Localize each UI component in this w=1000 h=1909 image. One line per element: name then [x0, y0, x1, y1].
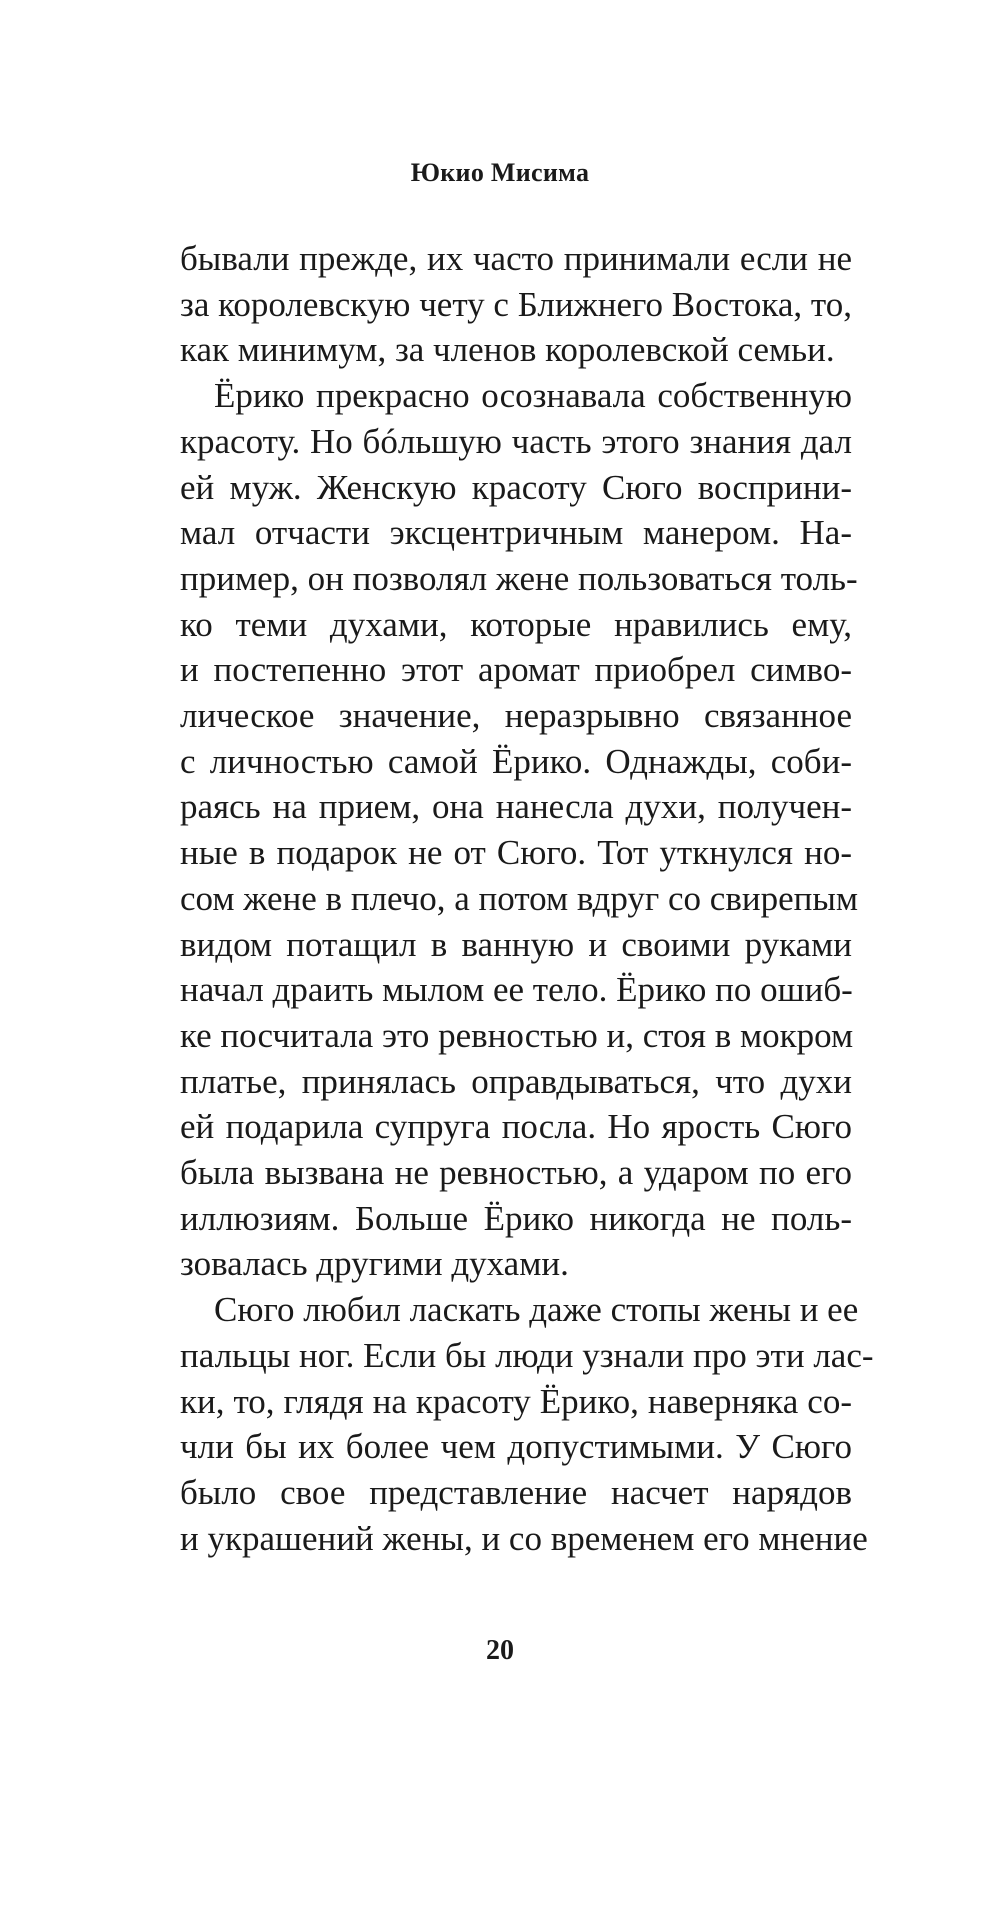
- text-line: и украшений жены, и со временем его мнение: [180, 1518, 868, 1558]
- text-line: ные в подарок не от Сюго. Тот уткнулся но-: [180, 833, 852, 873]
- text-line: чли бы их более чем допустимыми. У Сюго: [180, 1427, 852, 1467]
- text-line: ко теми духами, которые нравились ему,: [180, 604, 852, 644]
- text-line: было свое представление насчет нарядов: [180, 1472, 852, 1512]
- body-text: [180, 236, 874, 1561]
- text-line: с личностью самой Ёрико. Однажды, соби-: [180, 741, 852, 781]
- text-line: была вызвана не ревностью, а ударом по его: [180, 1153, 852, 1193]
- text-line: видом потащил в ванную и своими руками: [180, 924, 852, 964]
- text-line: раясь на прием, она нанесла духи, получен-: [180, 787, 852, 827]
- text-line: иллюзиям. Больше Ёрико никогда не поль-: [180, 1198, 852, 1238]
- text-line: начал драить мылом ее тело. Ёрико по ошиб-: [180, 970, 853, 1010]
- paragraph: [180, 1287, 874, 1561]
- text-line: лическое значение, неразрывно связанное: [180, 696, 852, 736]
- text-line: ей подарила супруга посла. Но ярость Сюго: [180, 1107, 852, 1147]
- page-number: 20: [486, 1635, 514, 1666]
- text-line: Ёрико прекрасно осознавала собственную: [214, 376, 852, 416]
- text-line: бывали прежде, их часто принимали если не: [180, 239, 852, 278]
- text-line: зовалась другими духами.: [180, 1244, 569, 1284]
- text-line: сом жене в плечо, а потом вдруг со свирепым: [180, 878, 859, 918]
- text-line: ки, то, глядя на красоту Ёрико, наверняка со-: [180, 1381, 852, 1421]
- text-line: ей муж. Женскую красоту Сюго восприни-: [180, 467, 852, 507]
- text-line: ке посчитала это ревностью и, стоя в мокром: [180, 1015, 854, 1055]
- text-line: пример, он позволял жене пользоваться толь-: [180, 558, 858, 598]
- running-head: Юкио Мисима: [410, 158, 590, 187]
- text-line: как минимум, за членов королевской семьи.: [180, 330, 835, 370]
- text-line: за королевскую чету с Ближнего Востока, то,: [180, 284, 852, 324]
- text-line: платье, принялась оправдываться, что духи: [180, 1061, 852, 1101]
- paragraph: [180, 236, 852, 373]
- text-line: красоту. Но бóльшую часть этого знания дал: [180, 421, 852, 461]
- text-line: Сюго любил ласкать даже стопы жены и ее: [214, 1290, 859, 1330]
- paragraph: [180, 373, 859, 1287]
- text-line: мал отчасти эксцентричным манером. На-: [180, 513, 852, 553]
- text-line: пальцы ног. Если бы люди узнали про эти лас-: [180, 1335, 874, 1375]
- text-line: и постепенно этот аромат приобрел симво-: [180, 650, 852, 690]
